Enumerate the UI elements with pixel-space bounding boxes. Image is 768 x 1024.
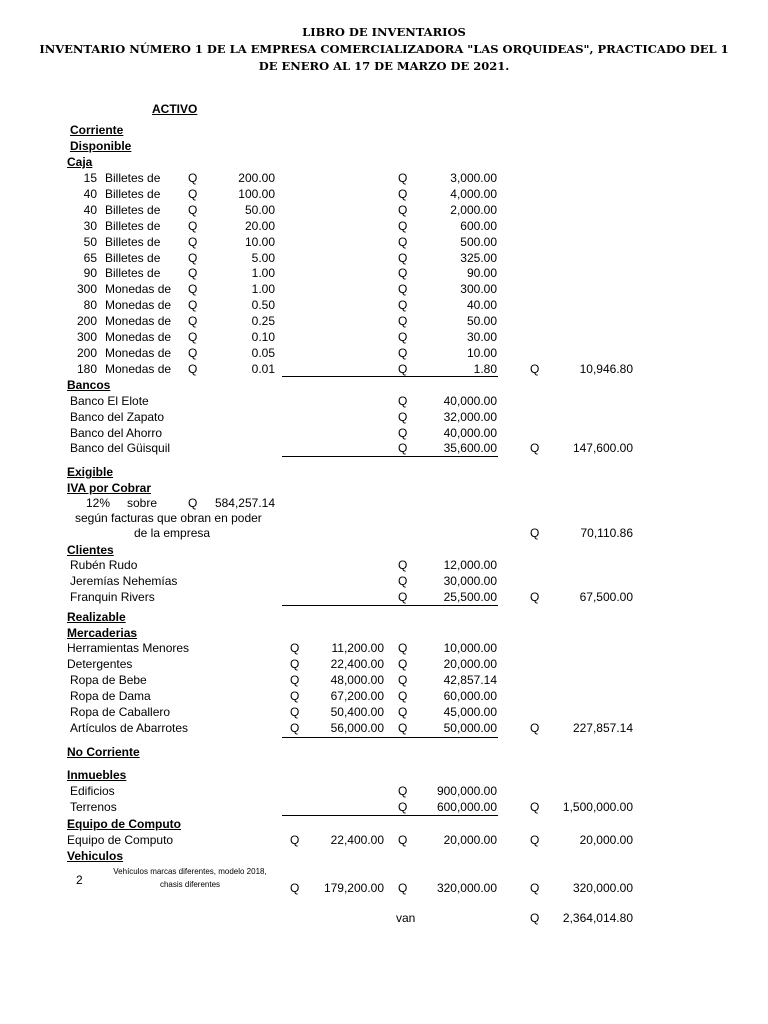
equipo-row-name: Equipo de Computo — [67, 833, 174, 847]
caja-total-currency: Q — [398, 298, 408, 313]
inmueble-name: Edificios — [70, 784, 115, 798]
clientes-sum-rule — [282, 605, 498, 606]
caja-total-value: 1.80 — [473, 361, 497, 376]
mercaderia-name: Herramientas Menores — [67, 641, 190, 655]
caja-desc: Monedas de — [105, 330, 172, 344]
mercaderia-price: 11,200.00 — [331, 641, 384, 655]
equipo-sum: 20,000.00 — [579, 833, 633, 847]
bancos-sum: 147,600.00 — [572, 441, 633, 455]
caja-desc: Billetes de — [105, 218, 161, 233]
caja-unit-value: 100.00 — [238, 186, 275, 201]
inmueble-currency: Q — [398, 800, 408, 814]
caja-qty: 40 — [83, 186, 97, 201]
mercaderia-price: 48,000.00 — [330, 673, 384, 687]
mercaderia-cost: 10,000.00 — [443, 641, 497, 655]
mercaderia-price-currency: Q — [290, 705, 300, 719]
caja-desc: Billetes de — [105, 250, 161, 265]
caja-total-currency: Q — [398, 330, 408, 344]
mercaderia-name: Ropa de Caballero — [70, 705, 171, 719]
vehiculos-price-currency: Q — [290, 881, 300, 895]
mercaderia-cost-currency: Q — [398, 657, 408, 671]
inmueble-name: Terrenos — [70, 800, 117, 814]
caja-total-currency: Q — [398, 250, 408, 265]
section-vehiculos: Vehiculos — [67, 849, 124, 863]
banco-currency: Q — [398, 425, 408, 440]
section-exigible: Exigible — [67, 465, 114, 479]
clientes-sum-currency: Q — [530, 590, 540, 604]
caja-unit-currency: Q — [188, 234, 198, 249]
mercaderia-cost-currency: Q — [398, 641, 408, 655]
caja-qty: 300 — [76, 330, 97, 344]
banco-name: Banco del Güisquil — [70, 441, 171, 456]
caja-qty: 50 — [83, 234, 97, 249]
banco-name: Banco del Ahorro — [70, 425, 163, 440]
caja-unit-currency: Q — [188, 266, 198, 281]
mercaderia-name: Detergentes — [67, 657, 133, 671]
equipo-price-currency: Q — [290, 833, 300, 847]
banco-name: Banco del Zapato — [70, 409, 165, 424]
caja-qty: 30 — [83, 218, 97, 233]
section-clientes: Clientes — [67, 543, 114, 557]
mercaderia-cost-currency: Q — [398, 705, 408, 719]
banco-amount: 40,000.00 — [443, 425, 497, 440]
caja-total-value: 90.00 — [466, 266, 497, 281]
caja-qty: 200 — [76, 314, 97, 329]
bancos-sum-rule — [282, 456, 498, 457]
inmueble-amount: 600,000.00 — [436, 800, 497, 814]
caja-unit-value: 0.50 — [251, 298, 275, 313]
caja-unit-value: 10.00 — [244, 234, 275, 249]
section-mercaderias: Mercaderias — [67, 626, 138, 640]
caja-sum-rule — [282, 376, 498, 377]
caja-desc: Billetes de — [105, 266, 161, 281]
footer-van-label: van — [396, 911, 416, 925]
caja-qty: 90 — [83, 266, 97, 281]
caja-desc: Billetes de — [105, 186, 161, 201]
inmueble-currency: Q — [398, 784, 408, 798]
banco-name: Banco El Elote — [70, 394, 149, 408]
inmuebles-sum-currency: Q — [530, 800, 540, 814]
caja-total-value: 10.00 — [466, 345, 497, 360]
caja-total-value: 300.00 — [460, 282, 497, 297]
banco-currency: Q — [398, 409, 408, 424]
mercaderia-price: 22,400.00 — [330, 657, 384, 671]
inmueble-amount: 900,000.00 — [436, 784, 497, 798]
banco-amount: 40,000.00 — [443, 394, 497, 408]
iva-base-currency: Q — [188, 496, 198, 510]
mercaderia-price: 67,200.00 — [330, 689, 384, 703]
cliente-currency: Q — [398, 574, 408, 588]
mercaderia-cost: 60,000.00 — [443, 689, 497, 703]
banco-currency: Q — [398, 441, 408, 456]
mercaderia-cost: 20,000.00 — [443, 657, 497, 671]
caja-total-currency: Q — [398, 218, 408, 233]
equipo-sum-currency: Q — [530, 833, 540, 847]
caja-total-value: 40.00 — [466, 298, 497, 313]
footer-total-currency: Q — [530, 911, 540, 925]
caja-total-currency: Q — [398, 314, 408, 329]
caja-total-currency: Q — [398, 361, 408, 376]
caja-unit-currency: Q — [188, 218, 198, 233]
iva-description-line3: de la empresa — [134, 526, 211, 540]
caja-unit-currency: Q — [188, 330, 198, 344]
caja-qty: 80 — [83, 298, 97, 313]
caja-qty: 15 — [83, 171, 97, 185]
caja-qty: 65 — [83, 250, 97, 265]
mercaderia-price-currency: Q — [290, 657, 300, 671]
section-equipo: Equipo de Computo — [67, 817, 181, 831]
bancos-sum-currency: Q — [530, 441, 540, 455]
caja-unit-value: 20.00 — [244, 218, 275, 233]
inmuebles-sum-rule — [282, 815, 498, 816]
iva-base-amount: 584,257.14 — [214, 496, 275, 510]
vehiculos-sum-currency: Q — [530, 881, 540, 895]
banco-amount: 35,600.00 — [443, 441, 497, 456]
section-iva: IVA por Cobrar — [67, 481, 152, 495]
mercaderias-sum-currency: Q — [530, 721, 540, 735]
cliente-amount: 30,000.00 — [443, 574, 497, 588]
equipo-price: 22,400.00 — [330, 833, 384, 847]
vehiculos-desc-line1: Vehículos marcas diferentes, modelo 2018, — [113, 867, 267, 876]
mercaderia-name: Ropa de Bebe — [70, 673, 147, 687]
section-realizable: Realizable — [67, 610, 126, 624]
caja-total-value: 30.00 — [466, 330, 497, 344]
vehiculos-cost-currency: Q — [398, 881, 408, 895]
iva-sum: 70,110.86 — [580, 526, 633, 540]
caja-desc: Billetes de — [105, 234, 161, 249]
iva-percentage: 12% — [86, 496, 111, 510]
caja-unit-currency: Q — [188, 186, 198, 201]
mercaderia-cost: 42,857.14 — [443, 673, 497, 687]
vehiculos-cost: 320,000.00 — [436, 881, 497, 895]
cliente-name: Franquin Rivers — [70, 590, 155, 604]
caja-unit-value: 5.00 — [251, 250, 275, 265]
mercaderia-price-currency: Q — [290, 673, 300, 687]
caja-unit-value: 0.25 — [251, 314, 275, 329]
clientes-sum: 67,500.00 — [579, 590, 633, 604]
caja-sum-currency: Q — [530, 362, 540, 376]
caja-unit-value: 0.01 — [251, 361, 275, 376]
banco-currency: Q — [398, 394, 408, 408]
inmuebles-sum: 1,500,000.00 — [562, 800, 633, 814]
section-activo: ACTIVO — [152, 102, 198, 116]
section-caja: Caja — [67, 155, 93, 169]
caja-total-currency: Q — [398, 186, 408, 201]
equipo-cost-currency: Q — [398, 833, 408, 847]
caja-qty: 200 — [76, 345, 97, 360]
document-subtitle-line1: INVENTARIO NÚMERO 1 DE LA EMPRESA COMERCIALIZADORA "LAS ORQUIDEAS", PRACTICADO DEL 1 — [39, 42, 729, 56]
mercaderia-cost: 45,000.00 — [443, 705, 497, 719]
caja-total-value: 500.00 — [460, 234, 497, 249]
caja-total-value: 4,000.00 — [450, 186, 497, 201]
caja-unit-value: 1.00 — [251, 282, 275, 297]
caja-total-value: 600.00 — [460, 218, 497, 233]
mercaderia-cost-currency: Q — [398, 673, 408, 687]
vehiculos-desc-line2: chasis diferentes — [159, 880, 221, 889]
mercaderia-price: 56,000.00 — [330, 721, 384, 735]
iva-sobre: sobre — [127, 496, 158, 510]
mercaderia-cost-currency: Q — [398, 689, 408, 703]
section-disponible: Disponible — [70, 139, 132, 153]
section-bancos: Bancos — [67, 378, 111, 392]
caja-total-currency: Q — [398, 282, 408, 297]
caja-desc: Billetes de — [105, 171, 161, 185]
mercaderia-price-currency: Q — [290, 641, 300, 655]
cliente-currency: Q — [398, 590, 408, 604]
section-no-corriente: No Corriente — [67, 745, 140, 759]
caja-unit-value: 200.00 — [238, 171, 275, 185]
caja-unit-value: 0.10 — [251, 330, 275, 344]
caja-unit-value: 1.00 — [251, 266, 275, 281]
vehiculos-sum: 320,000.00 — [572, 881, 633, 895]
caja-unit-currency: Q — [188, 361, 198, 376]
equipo-cost: 20,000.00 — [443, 833, 497, 847]
caja-total-value: 50.00 — [466, 314, 497, 329]
cliente-amount: 25,500.00 — [443, 590, 497, 604]
caja-qty: 300 — [76, 282, 97, 297]
mercaderias-sum-rule — [282, 737, 498, 738]
section-corriente: Corriente — [70, 123, 124, 137]
caja-unit-currency: Q — [188, 314, 198, 329]
caja-unit-currency: Q — [188, 250, 198, 265]
caja-total-value: 325.00 — [460, 250, 497, 265]
caja-desc: Monedas de — [105, 314, 172, 329]
mercaderias-sum: 227,857.14 — [572, 721, 633, 735]
iva-sum-currency: Q — [530, 526, 540, 540]
caja-unit-currency: Q — [188, 298, 198, 313]
caja-unit-currency: Q — [188, 282, 198, 297]
mercaderia-price: 50,400.00 — [330, 705, 384, 719]
caja-unit-value: 0.05 — [251, 345, 275, 360]
caja-unit-currency: Q — [188, 202, 198, 217]
caja-total-currency: Q — [398, 345, 408, 360]
caja-qty: 40 — [83, 202, 97, 217]
banco-amount: 32,000.00 — [443, 409, 497, 424]
caja-total-value: 2,000.00 — [450, 202, 497, 217]
caja-total-currency: Q — [398, 202, 408, 217]
mercaderia-cost: 50,000.00 — [443, 721, 497, 735]
document-subtitle-line2: DE ENERO AL 17 DE MARZO DE 2021. — [258, 59, 510, 73]
caja-desc: Billetes de — [105, 202, 161, 217]
footer-total: 2,364,014.80 — [562, 911, 633, 925]
vehiculos-price: 179,200.00 — [323, 881, 384, 895]
caja-total-currency: Q — [398, 234, 408, 249]
caja-qty: 180 — [76, 361, 97, 376]
document-title: LIBRO DE INVENTARIOS — [302, 25, 466, 39]
caja-unit-value: 50.00 — [244, 202, 275, 217]
caja-desc: Monedas de — [105, 282, 172, 297]
cliente-amount: 12,000.00 — [443, 558, 497, 572]
mercaderia-cost-currency: Q — [398, 721, 408, 735]
mercaderia-price-currency: Q — [290, 721, 300, 735]
caja-unit-currency: Q — [188, 345, 198, 360]
caja-total-currency: Q — [398, 171, 408, 185]
cliente-name: Jeremías Nehemías — [70, 574, 178, 588]
caja-desc: Monedas de — [105, 298, 172, 313]
cliente-name: Rubén Rudo — [70, 558, 138, 572]
mercaderia-name: Ropa de Dama — [70, 689, 151, 703]
caja-desc: Monedas de — [105, 345, 172, 360]
section-inmuebles: Inmuebles — [67, 768, 127, 782]
mercaderia-price-currency: Q — [290, 689, 300, 703]
cliente-currency: Q — [398, 558, 408, 572]
caja-sum: 10,946.80 — [579, 362, 633, 376]
iva-description-line2: según facturas que obran en poder — [75, 511, 262, 525]
caja-unit-currency: Q — [188, 171, 198, 185]
vehiculos-qty: 2 — [76, 873, 83, 887]
caja-total-value: 3,000.00 — [450, 171, 497, 185]
caja-desc: Monedas de — [105, 361, 172, 376]
caja-total-currency: Q — [398, 266, 408, 281]
mercaderia-name: Artículos de Abarrotes — [70, 721, 189, 735]
